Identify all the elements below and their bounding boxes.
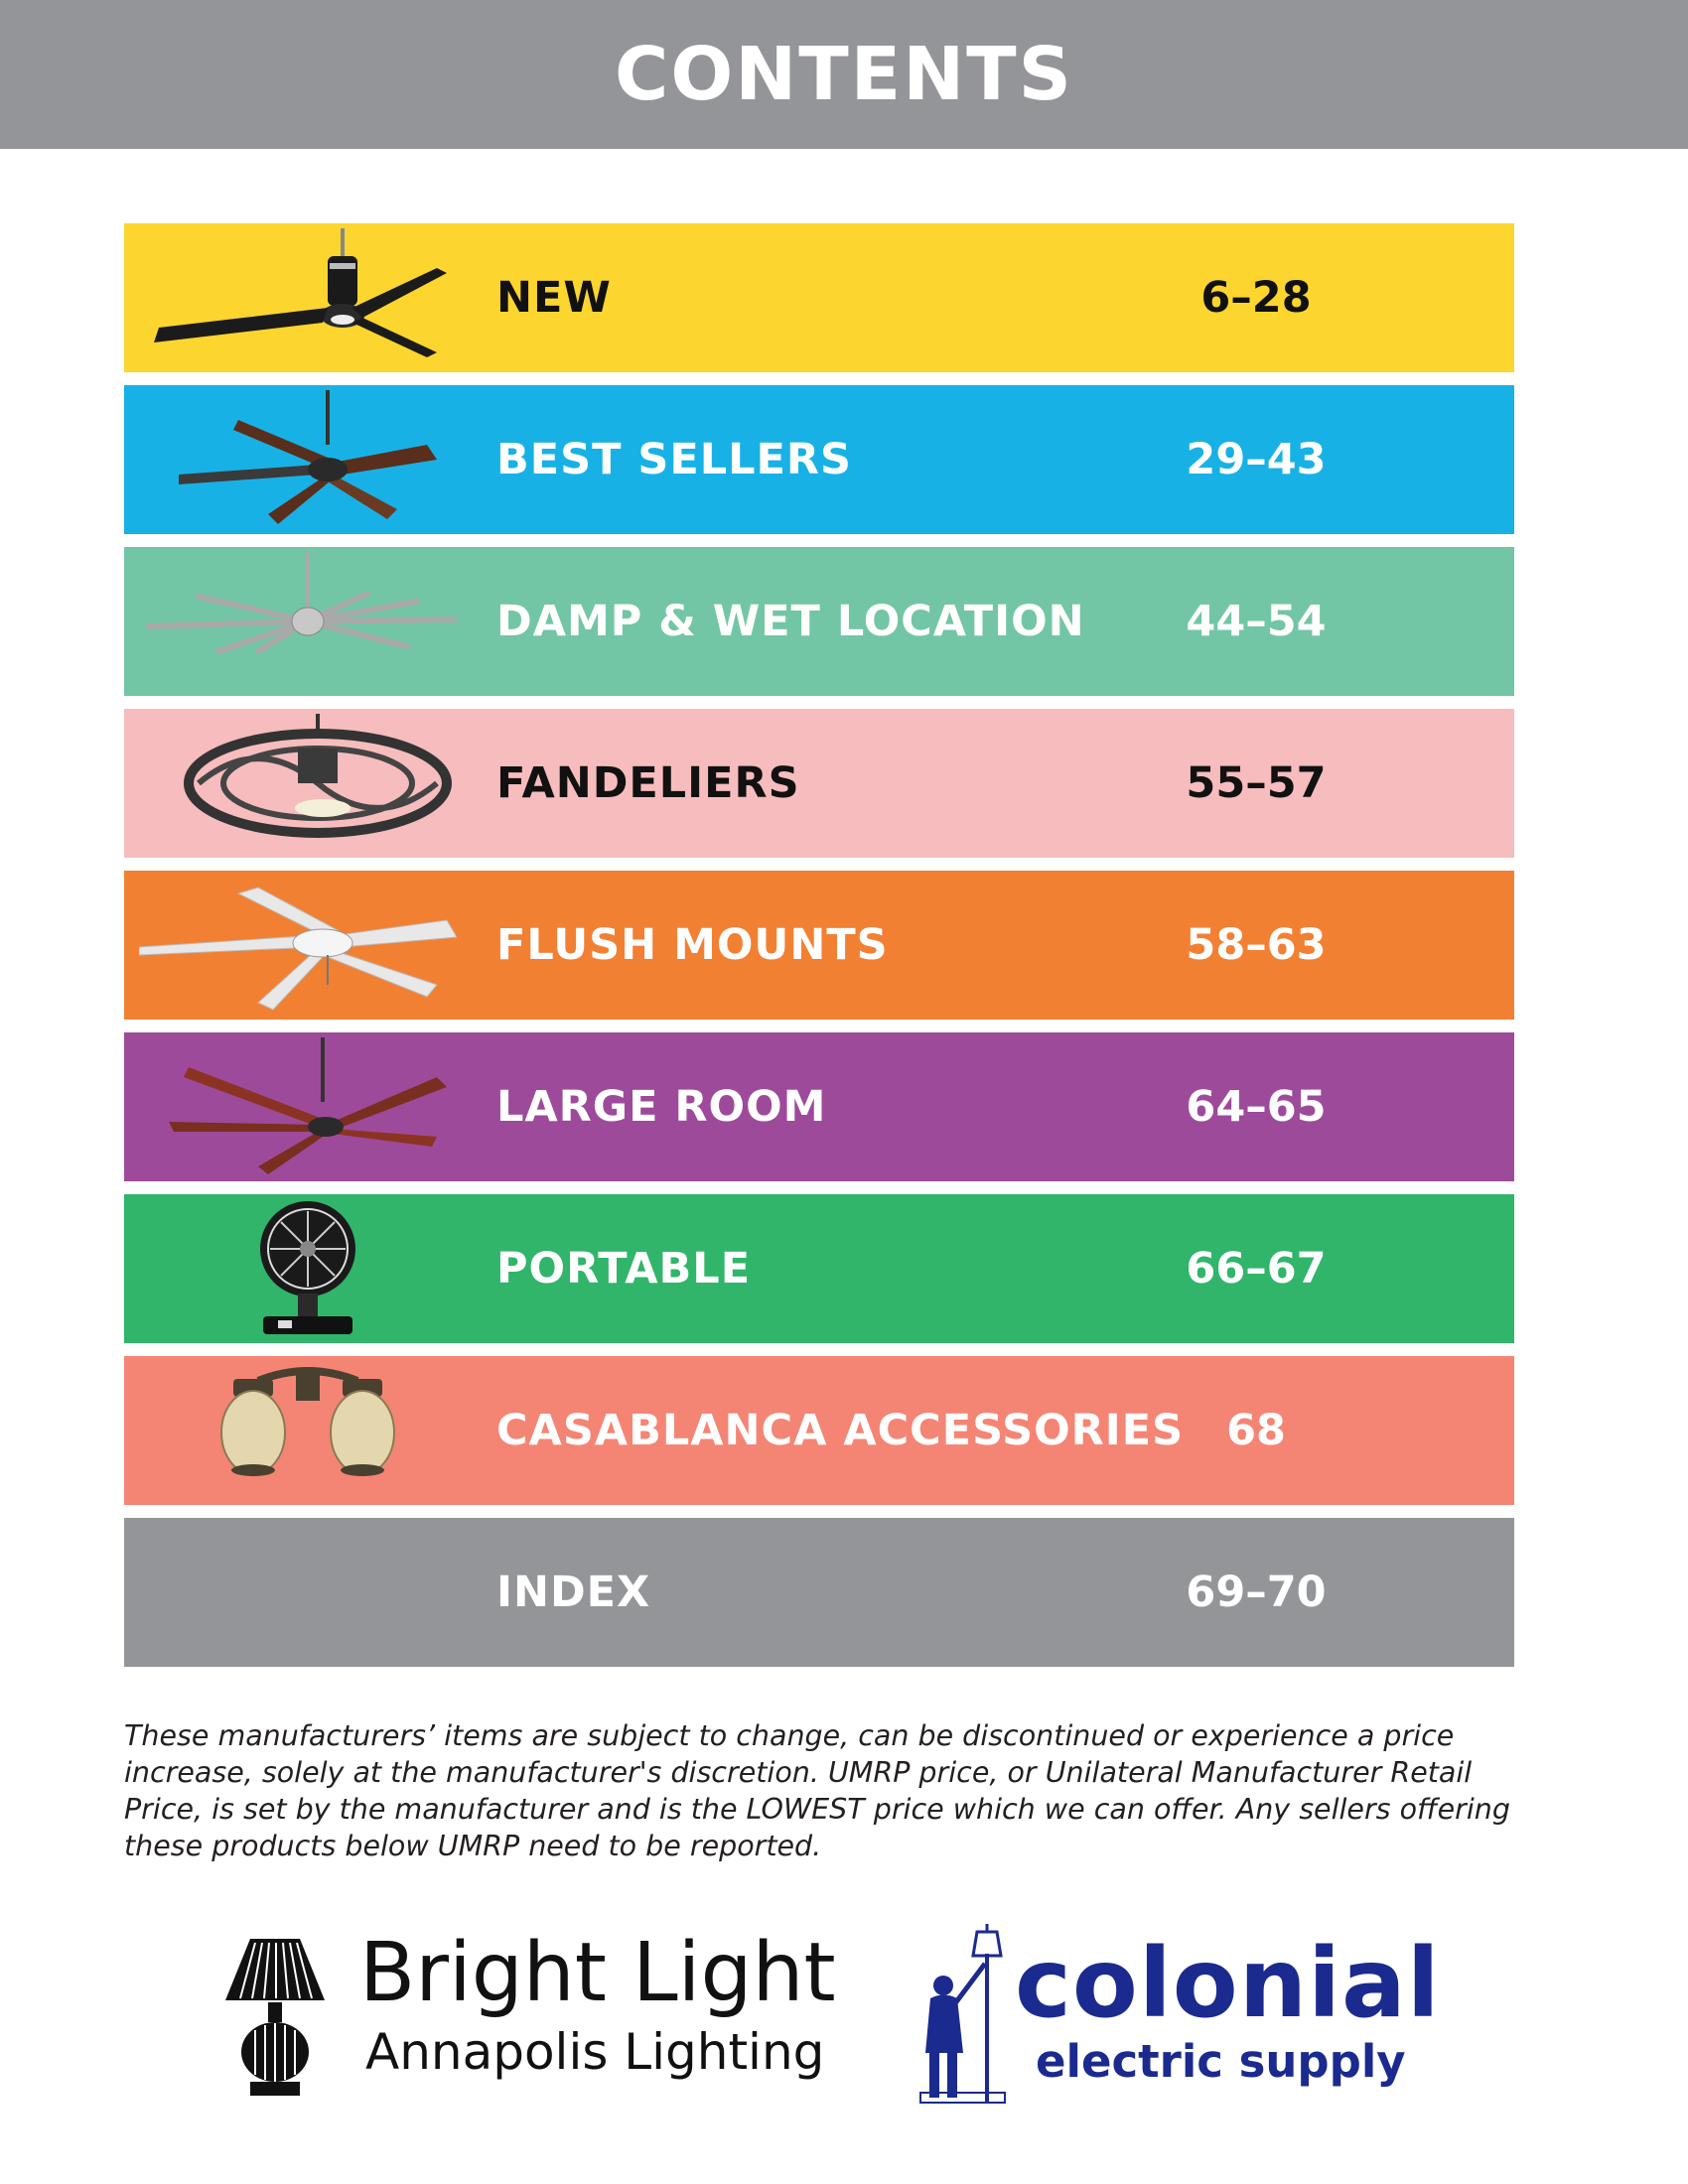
toc-row-new[interactable] [124, 223, 1514, 372]
toc-pages: 55–57 [1186, 758, 1327, 808]
flush-mount-fan-white-icon [139, 876, 457, 1015]
toc-row-large-room[interactable] [124, 1032, 1514, 1181]
ceiling-fan-3-blade-black-icon [139, 228, 457, 367]
contents-list [124, 223, 1514, 1680]
toc-row-portable[interactable] [124, 1194, 1514, 1343]
logo-footer [0, 1906, 1688, 2105]
toc-pages: 69–70 [1186, 1568, 1327, 1617]
toc-pages: 58–63 [1186, 920, 1327, 970]
toc-label: FANDELIERS [496, 758, 800, 808]
light-kit-icon [139, 1361, 457, 1500]
toc-row-fandeliers[interactable] [124, 709, 1514, 858]
toc-label: DAMP & WET LOCATION [496, 597, 1085, 646]
ceiling-fan-8-blade-silver-icon [139, 552, 457, 691]
toc-row-best-sellers[interactable] [124, 385, 1514, 534]
header-bar [0, 0, 1688, 149]
toc-pages: 68 [1226, 1406, 1286, 1455]
toc-label: INDEX [496, 1568, 651, 1617]
toc-label: BEST SELLERS [496, 435, 853, 484]
ceiling-fan-5-blade-wood-icon [139, 390, 457, 529]
toc-row-casablanca-accessories[interactable] [124, 1356, 1514, 1505]
toc-row-index[interactable] [124, 1518, 1514, 1667]
toc-pages: 64–65 [1186, 1082, 1327, 1132]
colonial-logo-subtitle: electric supply [1036, 2035, 1406, 2088]
portable-desk-fan-icon [139, 1199, 457, 1338]
bright-light-logo-subtitle: Annapolis Lighting [365, 2023, 825, 2081]
toc-pages: 44–54 [1186, 597, 1327, 646]
toc-pages: 29–43 [1186, 435, 1327, 484]
fandelier-icon [139, 714, 457, 853]
disclaimer-text: These manufacturers’ items are subject to change, can be discontinued or experience a price increase, solely at the manufacturer's discretion. UMRP price, or Unilateral Manufacturer Retail Price, is set by the manufacturer and is the LOWEST price which we can offer. Any sellers offering these products below UMRP need to be reported. [124, 1719, 1510, 1862]
toc-label: LARGE ROOM [496, 1082, 827, 1132]
toc-label: FLUSH MOUNTS [496, 920, 889, 970]
toc-label: CASABLANCA ACCESSORIES [496, 1406, 1185, 1455]
toc-row-flush-mounts[interactable] [124, 871, 1514, 1020]
toc-pages: 66–67 [1186, 1244, 1327, 1294]
toc-row-damp-wet-location[interactable] [124, 547, 1514, 696]
table-lamp-icon [220, 1931, 330, 2100]
toc-label: PORTABLE [496, 1244, 752, 1294]
lamplighter-icon [915, 1924, 1010, 2108]
toc-label: NEW [496, 273, 612, 323]
page-title: CONTENTS [615, 32, 1073, 117]
toc-pages: 6–28 [1200, 273, 1312, 323]
colonial-logo-name: colonial [1015, 1928, 1441, 2039]
bright-light-logo-name: Bright Light [359, 1926, 836, 2020]
ceiling-fan-5-blade-mahogany-icon [139, 1037, 457, 1176]
